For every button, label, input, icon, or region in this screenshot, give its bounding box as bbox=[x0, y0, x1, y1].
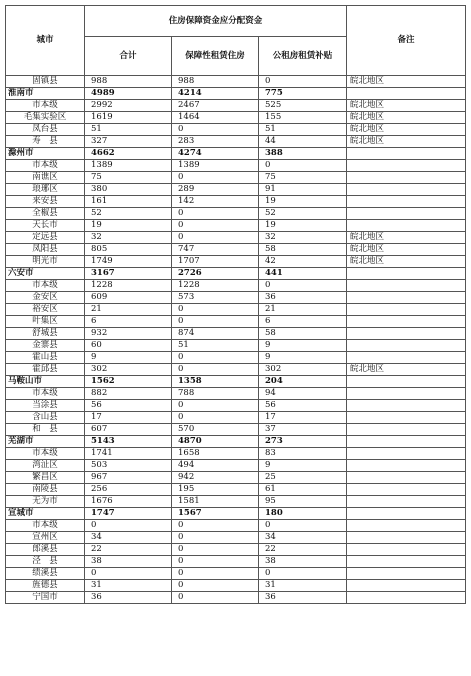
cell-city: 六安市 bbox=[6, 268, 85, 280]
cell-note bbox=[347, 268, 466, 280]
table-header bbox=[6, 6, 466, 76]
cell-rent-subsidy: 17 bbox=[259, 412, 347, 424]
cell-total: 932 bbox=[85, 328, 172, 340]
cell-housing: 1358 bbox=[172, 376, 259, 388]
cell-rent-subsidy: 19 bbox=[259, 220, 347, 232]
cell-housing: 0 bbox=[172, 172, 259, 184]
table-row bbox=[6, 76, 466, 88]
cell-city: 繁昌区 bbox=[6, 472, 85, 484]
cell-total: 3167 bbox=[85, 268, 172, 280]
cell-city: 市本级 bbox=[6, 100, 85, 112]
cell-rent-subsidy: 775 bbox=[259, 88, 347, 100]
cell-rent-subsidy: 19 bbox=[259, 196, 347, 208]
cell-rent-subsidy: 34 bbox=[259, 532, 347, 544]
cell-total: 4989 bbox=[85, 88, 172, 100]
cell-city: 明光市 bbox=[6, 256, 85, 268]
cell-note bbox=[347, 556, 466, 568]
cell-rent-subsidy: 180 bbox=[259, 508, 347, 520]
cell-rent-subsidy: 25 bbox=[259, 472, 347, 484]
column-header-city: 城市 bbox=[6, 6, 85, 76]
table-row bbox=[6, 124, 466, 136]
cell-total: 52 bbox=[85, 208, 172, 220]
cell-note bbox=[347, 580, 466, 592]
cell-city: 绩溪县 bbox=[6, 568, 85, 580]
cell-city: 南陵县 bbox=[6, 484, 85, 496]
table-row bbox=[6, 256, 466, 268]
cell-total: 34 bbox=[85, 532, 172, 544]
cell-note bbox=[347, 184, 466, 196]
cell-city: 凤阳县 bbox=[6, 244, 85, 256]
cell-total: 1562 bbox=[85, 376, 172, 388]
table-row-city-subtotal bbox=[6, 376, 466, 388]
column-header-housing: 保障性租赁住房 bbox=[172, 37, 259, 76]
table-row bbox=[6, 100, 466, 112]
cell-rent-subsidy: 32 bbox=[259, 232, 347, 244]
cell-note: 皖北地区 bbox=[347, 136, 466, 148]
cell-city: 市本级 bbox=[6, 520, 85, 532]
cell-city: 琅琊区 bbox=[6, 184, 85, 196]
cell-rent-subsidy: 51 bbox=[259, 124, 347, 136]
cell-total: 17 bbox=[85, 412, 172, 424]
cell-rent-subsidy: 525 bbox=[259, 100, 347, 112]
cell-rent-subsidy: 56 bbox=[259, 400, 347, 412]
cell-note bbox=[347, 340, 466, 352]
cell-rent-subsidy: 95 bbox=[259, 496, 347, 508]
table-row bbox=[6, 316, 466, 328]
cell-note bbox=[347, 280, 466, 292]
cell-total: 256 bbox=[85, 484, 172, 496]
cell-city: 固镇县 bbox=[6, 76, 85, 88]
cell-housing: 1228 bbox=[172, 280, 259, 292]
cell-housing: 1658 bbox=[172, 448, 259, 460]
cell-housing: 283 bbox=[172, 136, 259, 148]
cell-city: 滁州市 bbox=[6, 148, 85, 160]
allocation-table-sheet bbox=[5, 5, 465, 604]
cell-total: 38 bbox=[85, 556, 172, 568]
cell-rent-subsidy: 58 bbox=[259, 244, 347, 256]
cell-city: 马鞍山市 bbox=[6, 376, 85, 388]
cell-rent-subsidy: 42 bbox=[259, 256, 347, 268]
cell-note bbox=[347, 196, 466, 208]
table-row bbox=[6, 136, 466, 148]
table-row bbox=[6, 280, 466, 292]
table-row bbox=[6, 352, 466, 364]
cell-rent-subsidy: 155 bbox=[259, 112, 347, 124]
table-row bbox=[6, 292, 466, 304]
cell-housing: 4214 bbox=[172, 88, 259, 100]
cell-note bbox=[347, 568, 466, 580]
cell-total: 36 bbox=[85, 592, 172, 604]
cell-housing: 51 bbox=[172, 340, 259, 352]
cell-housing: 942 bbox=[172, 472, 259, 484]
table-row-city-subtotal bbox=[6, 148, 466, 160]
cell-rent-subsidy: 83 bbox=[259, 448, 347, 460]
table-row-city-subtotal bbox=[6, 508, 466, 520]
cell-rent-subsidy: 9 bbox=[259, 352, 347, 364]
table-row-city-subtotal bbox=[6, 268, 466, 280]
cell-rent-subsidy: 38 bbox=[259, 556, 347, 568]
cell-city: 市本级 bbox=[6, 280, 85, 292]
cell-rent-subsidy: 36 bbox=[259, 592, 347, 604]
cell-housing: 988 bbox=[172, 76, 259, 88]
table-row bbox=[6, 112, 466, 124]
column-group-header-funds: 住房保障资金应分配资金 bbox=[85, 6, 347, 37]
column-header-total: 合计 bbox=[85, 37, 172, 76]
cell-note bbox=[347, 484, 466, 496]
table-row bbox=[6, 580, 466, 592]
cell-city: 舒城县 bbox=[6, 328, 85, 340]
cell-rent-subsidy: 61 bbox=[259, 484, 347, 496]
cell-rent-subsidy: 9 bbox=[259, 340, 347, 352]
table-row-city-subtotal bbox=[6, 88, 466, 100]
cell-note bbox=[347, 304, 466, 316]
cell-rent-subsidy: 302 bbox=[259, 364, 347, 376]
cell-rent-subsidy: 204 bbox=[259, 376, 347, 388]
table-row bbox=[6, 448, 466, 460]
table-row bbox=[6, 520, 466, 532]
cell-total: 22 bbox=[85, 544, 172, 556]
cell-note bbox=[347, 412, 466, 424]
cell-housing: 0 bbox=[172, 220, 259, 232]
table-row bbox=[6, 460, 466, 472]
cell-note bbox=[347, 88, 466, 100]
table-row bbox=[6, 172, 466, 184]
cell-housing: 0 bbox=[172, 568, 259, 580]
cell-city: 淮南市 bbox=[6, 88, 85, 100]
cell-rent-subsidy: 37 bbox=[259, 424, 347, 436]
cell-housing: 0 bbox=[172, 316, 259, 328]
cell-housing: 2467 bbox=[172, 100, 259, 112]
cell-note bbox=[347, 220, 466, 232]
cell-housing: 0 bbox=[172, 556, 259, 568]
cell-housing: 788 bbox=[172, 388, 259, 400]
cell-city: 宣城市 bbox=[6, 508, 85, 520]
cell-note bbox=[347, 592, 466, 604]
cell-housing: 1567 bbox=[172, 508, 259, 520]
cell-note bbox=[347, 208, 466, 220]
cell-rent-subsidy: 388 bbox=[259, 148, 347, 160]
cell-note bbox=[347, 376, 466, 388]
cell-rent-subsidy: 22 bbox=[259, 544, 347, 556]
cell-note bbox=[347, 316, 466, 328]
cell-total: 1749 bbox=[85, 256, 172, 268]
cell-total: 4662 bbox=[85, 148, 172, 160]
cell-housing: 289 bbox=[172, 184, 259, 196]
cell-city: 和 县 bbox=[6, 424, 85, 436]
cell-city: 金寨县 bbox=[6, 340, 85, 352]
cell-city: 市本级 bbox=[6, 448, 85, 460]
cell-total: 0 bbox=[85, 520, 172, 532]
cell-total: 1741 bbox=[85, 448, 172, 460]
cell-total: 503 bbox=[85, 460, 172, 472]
cell-housing: 0 bbox=[172, 520, 259, 532]
cell-housing: 0 bbox=[172, 580, 259, 592]
cell-total: 609 bbox=[85, 292, 172, 304]
cell-housing: 747 bbox=[172, 244, 259, 256]
cell-total: 1389 bbox=[85, 160, 172, 172]
cell-city: 定远县 bbox=[6, 232, 85, 244]
cell-total: 9 bbox=[85, 352, 172, 364]
cell-note: 皖北地区 bbox=[347, 244, 466, 256]
cell-rent-subsidy: 0 bbox=[259, 76, 347, 88]
cell-rent-subsidy: 94 bbox=[259, 388, 347, 400]
cell-housing: 2726 bbox=[172, 268, 259, 280]
table-row bbox=[6, 484, 466, 496]
cell-city: 当涂县 bbox=[6, 400, 85, 412]
table-row bbox=[6, 184, 466, 196]
cell-note bbox=[347, 388, 466, 400]
cell-rent-subsidy: 273 bbox=[259, 436, 347, 448]
cell-note: 皖北地区 bbox=[347, 100, 466, 112]
cell-rent-subsidy: 6 bbox=[259, 316, 347, 328]
cell-housing: 1581 bbox=[172, 496, 259, 508]
cell-rent-subsidy: 58 bbox=[259, 328, 347, 340]
cell-housing: 0 bbox=[172, 412, 259, 424]
column-header-note: 备注 bbox=[347, 6, 466, 76]
cell-rent-subsidy: 0 bbox=[259, 520, 347, 532]
cell-city: 天长市 bbox=[6, 220, 85, 232]
table-row bbox=[6, 532, 466, 544]
cell-rent-subsidy: 52 bbox=[259, 208, 347, 220]
cell-city: 芜湖市 bbox=[6, 436, 85, 448]
cell-city: 裕安区 bbox=[6, 304, 85, 316]
cell-rent-subsidy: 0 bbox=[259, 280, 347, 292]
cell-note: 皖北地区 bbox=[347, 124, 466, 136]
table-row bbox=[6, 556, 466, 568]
table-row bbox=[6, 244, 466, 256]
cell-note bbox=[347, 496, 466, 508]
cell-rent-subsidy: 9 bbox=[259, 460, 347, 472]
cell-note bbox=[347, 172, 466, 184]
cell-note bbox=[347, 352, 466, 364]
cell-total: 882 bbox=[85, 388, 172, 400]
cell-note bbox=[347, 148, 466, 160]
cell-housing: 0 bbox=[172, 124, 259, 136]
cell-rent-subsidy: 91 bbox=[259, 184, 347, 196]
cell-city: 市本级 bbox=[6, 388, 85, 400]
cell-housing: 1707 bbox=[172, 256, 259, 268]
cell-total: 1676 bbox=[85, 496, 172, 508]
cell-total: 5143 bbox=[85, 436, 172, 448]
cell-note bbox=[347, 532, 466, 544]
cell-note: 皖北地区 bbox=[347, 112, 466, 124]
table-row bbox=[6, 400, 466, 412]
cell-note bbox=[347, 424, 466, 436]
cell-city: 寿 县 bbox=[6, 136, 85, 148]
cell-note bbox=[347, 544, 466, 556]
cell-total: 56 bbox=[85, 400, 172, 412]
table-row bbox=[6, 592, 466, 604]
cell-housing: 195 bbox=[172, 484, 259, 496]
cell-housing: 0 bbox=[172, 592, 259, 604]
cell-note bbox=[347, 448, 466, 460]
cell-city: 凤台县 bbox=[6, 124, 85, 136]
cell-housing: 0 bbox=[172, 544, 259, 556]
cell-total: 161 bbox=[85, 196, 172, 208]
table-row bbox=[6, 328, 466, 340]
cell-total: 805 bbox=[85, 244, 172, 256]
cell-city: 毛集实验区 bbox=[6, 112, 85, 124]
cell-city: 霍邱县 bbox=[6, 364, 85, 376]
cell-total: 51 bbox=[85, 124, 172, 136]
cell-total: 6 bbox=[85, 316, 172, 328]
table-row bbox=[6, 208, 466, 220]
cell-city: 全椒县 bbox=[6, 208, 85, 220]
table-row bbox=[6, 568, 466, 580]
cell-note: 皖北地区 bbox=[347, 256, 466, 268]
cell-housing: 1464 bbox=[172, 112, 259, 124]
cell-housing: 570 bbox=[172, 424, 259, 436]
cell-total: 1619 bbox=[85, 112, 172, 124]
table-row bbox=[6, 472, 466, 484]
cell-total: 607 bbox=[85, 424, 172, 436]
cell-note bbox=[347, 160, 466, 172]
table-row bbox=[6, 232, 466, 244]
cell-city: 宁国市 bbox=[6, 592, 85, 604]
table-body bbox=[6, 76, 466, 604]
table-row bbox=[6, 424, 466, 436]
cell-city: 南谯区 bbox=[6, 172, 85, 184]
cell-city: 无为市 bbox=[6, 496, 85, 508]
cell-housing: 1389 bbox=[172, 160, 259, 172]
cell-housing: 142 bbox=[172, 196, 259, 208]
allocation-table bbox=[5, 5, 466, 604]
cell-note: 皖北地区 bbox=[347, 364, 466, 376]
table-row-city-subtotal bbox=[6, 436, 466, 448]
cell-total: 327 bbox=[85, 136, 172, 148]
cell-housing: 0 bbox=[172, 364, 259, 376]
cell-housing: 0 bbox=[172, 400, 259, 412]
cell-housing: 0 bbox=[172, 232, 259, 244]
table-row bbox=[6, 496, 466, 508]
cell-note bbox=[347, 520, 466, 532]
cell-city: 湾沚区 bbox=[6, 460, 85, 472]
cell-housing: 0 bbox=[172, 304, 259, 316]
cell-total: 988 bbox=[85, 76, 172, 88]
table-row bbox=[6, 364, 466, 376]
cell-total: 1228 bbox=[85, 280, 172, 292]
cell-note bbox=[347, 400, 466, 412]
cell-note bbox=[347, 508, 466, 520]
cell-note: 皖北地区 bbox=[347, 76, 466, 88]
cell-rent-subsidy: 441 bbox=[259, 268, 347, 280]
cell-housing: 874 bbox=[172, 328, 259, 340]
cell-note bbox=[347, 328, 466, 340]
cell-note bbox=[347, 436, 466, 448]
cell-note bbox=[347, 472, 466, 484]
cell-city: 含山县 bbox=[6, 412, 85, 424]
cell-total: 380 bbox=[85, 184, 172, 196]
table-row bbox=[6, 160, 466, 172]
table-row bbox=[6, 220, 466, 232]
cell-total: 302 bbox=[85, 364, 172, 376]
cell-housing: 573 bbox=[172, 292, 259, 304]
table-row bbox=[6, 544, 466, 556]
cell-rent-subsidy: 36 bbox=[259, 292, 347, 304]
cell-rent-subsidy: 75 bbox=[259, 172, 347, 184]
cell-city: 市本级 bbox=[6, 160, 85, 172]
cell-total: 21 bbox=[85, 304, 172, 316]
cell-housing: 0 bbox=[172, 352, 259, 364]
cell-total: 60 bbox=[85, 340, 172, 352]
cell-city: 郎溪县 bbox=[6, 544, 85, 556]
cell-housing: 0 bbox=[172, 532, 259, 544]
cell-total: 1747 bbox=[85, 508, 172, 520]
table-row bbox=[6, 304, 466, 316]
cell-total: 0 bbox=[85, 568, 172, 580]
cell-city: 叶集区 bbox=[6, 316, 85, 328]
cell-city: 泾 县 bbox=[6, 556, 85, 568]
cell-rent-subsidy: 0 bbox=[259, 568, 347, 580]
cell-total: 19 bbox=[85, 220, 172, 232]
cell-note bbox=[347, 292, 466, 304]
cell-housing: 494 bbox=[172, 460, 259, 472]
cell-rent-subsidy: 21 bbox=[259, 304, 347, 316]
cell-city: 旌德县 bbox=[6, 580, 85, 592]
cell-total: 967 bbox=[85, 472, 172, 484]
cell-total: 75 bbox=[85, 172, 172, 184]
cell-note: 皖北地区 bbox=[347, 232, 466, 244]
table-row bbox=[6, 340, 466, 352]
cell-housing: 0 bbox=[172, 208, 259, 220]
cell-note bbox=[347, 460, 466, 472]
cell-city: 来安县 bbox=[6, 196, 85, 208]
cell-total: 32 bbox=[85, 232, 172, 244]
cell-housing: 4870 bbox=[172, 436, 259, 448]
table-row bbox=[6, 412, 466, 424]
cell-city: 金安区 bbox=[6, 292, 85, 304]
cell-housing: 4274 bbox=[172, 148, 259, 160]
table-row bbox=[6, 388, 466, 400]
cell-rent-subsidy: 31 bbox=[259, 580, 347, 592]
cell-total: 2992 bbox=[85, 100, 172, 112]
cell-total: 31 bbox=[85, 580, 172, 592]
cell-city: 霍山县 bbox=[6, 352, 85, 364]
cell-rent-subsidy: 44 bbox=[259, 136, 347, 148]
cell-rent-subsidy: 0 bbox=[259, 160, 347, 172]
table-row bbox=[6, 196, 466, 208]
cell-city: 宣州区 bbox=[6, 532, 85, 544]
column-header-rent-subsidy: 公租房租赁补贴 bbox=[259, 37, 347, 76]
